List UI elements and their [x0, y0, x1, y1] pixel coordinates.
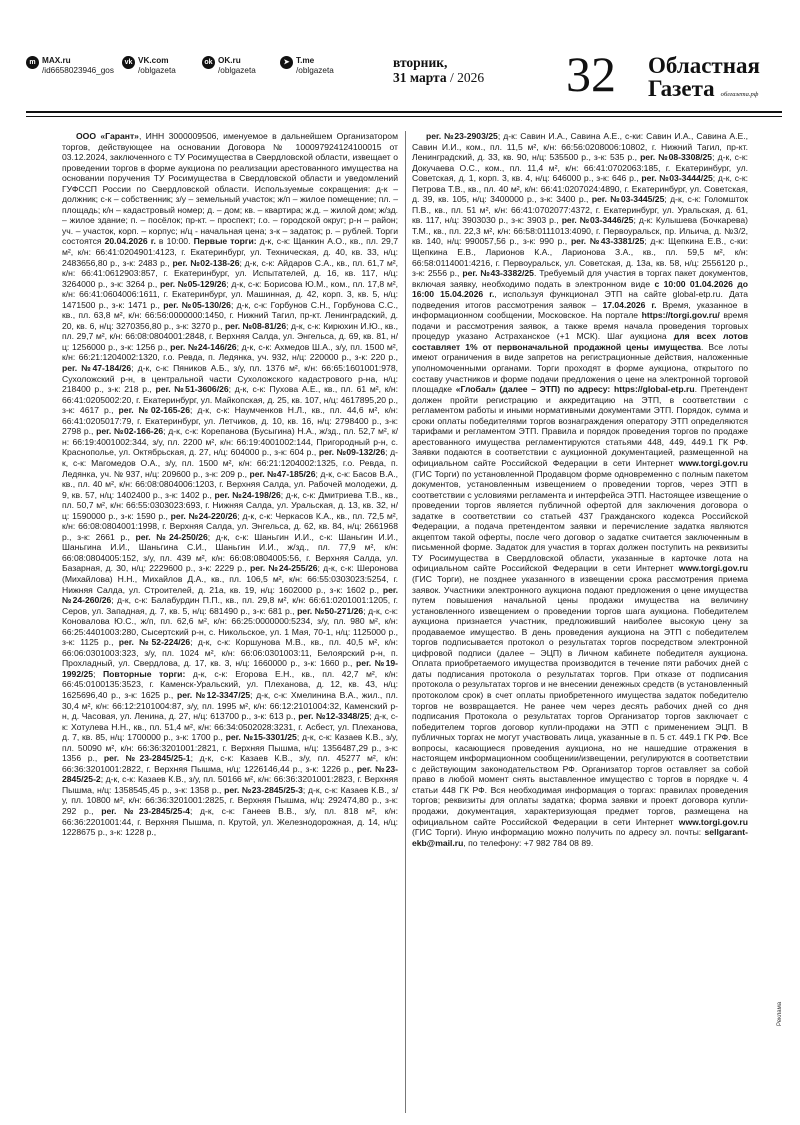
- text-fragment: ; д-к, с-к: Черкасов К.А., кв., пл. 72,5 м², к/н: 66:08:0804001:1998, г. Верхняя Салда, ул. Энгельса, д. 62, кв. 84, н/ц: 2661968 р., з-к: 2661 р.,: [62, 510, 398, 542]
- ok-icon: ok: [202, 56, 215, 69]
- social-name: VK.com: [138, 56, 169, 65]
- social-handle: /oblgazeta: [296, 65, 334, 75]
- bold-fragment: рег. №47-184/26: [62, 363, 132, 374]
- text-fragment: д-к, с-к: Щанкин А.О., кв., пл. 29,7 м², к/н: 66:41:0204901:4123, г. Екатеринбург, ул. Техническая, д. 40, кв. 33, н/ц: 2483656,80 р., з-к: 2483 р.,: [62, 236, 398, 268]
- bold-fragment: рег. №43-3381/25: [570, 236, 645, 247]
- text-fragment: ; д-к: Щепкина Е.В., с-ки: Щепкина Е.В., Ларионов К.А., Ларионова З.А., кв., пл. 59,5 м², к/н: 66:58:0114001:4216, г. Первоуральск, ул. Советская, д. 13а, кв. 58, н/ц: 2556120 р., з-к: 2556 р.,: [412, 236, 748, 279]
- text-fragment: . Требуемый для участия в торгах пакет документов, включая заявку, необходимо подать в электронном виде: [412, 268, 748, 289]
- text-fragment: , ИНН 3000009506, именуемое в дальнейшем Организатором торгов, действующее на основании Договора № 100097924124100015 от 03.12.2024, заключенного с ТУ Росимущества в Свердловской области, извещает о проведении торгов в форме аукциона по реализации арестованного имущества на основании поручения ТУ Росимущества в Свердловской области и уведомлений ГУФССП России по Свердловской области. Используемые сокращения: д-к – должник; с-к – собственник; з/у – земельный участок; ж/п – жилое помещение; пл. – площадь; к/н – кадастровый номер; д. – дом; кв. – квартира; ж.д. – жилой дом; ж/зд. – жилое здание; п. – посёлок; пр-кт. – проспект; г.о. – городской округ; р-н – район; уч. – участок, корп. – корпус; н/ц - начальная цена; з-к – задаток; р. – рублей. Торги состоятся: [62, 131, 398, 247]
- bold-fragment: ООО «Гарант»: [76, 131, 139, 141]
- masthead-line-1: Областная: [648, 53, 760, 78]
- text-fragment: ; д-к, с-к: Пухова А.Е., кв., пл. 61 м², к/н: 66:41:0205002:20, г. Екатеринбург, ул. Майкопская, д. 25, кв. 107, н/ц: 4617895,20 р., з-к: 4617 р.,: [62, 384, 398, 416]
- text-fragment: ; д-к, с-к: Шеронова (Михайлова) Н.Н., Михайлов Д.А., кв., пл. 106,5 м², к/н: 66:55:0303023:5254, г. Нижняя Салда, ул. Строителей, д. 21а, кв. 19, н/ц: 1602000 р., з-к: 1602 р.,: [62, 563, 398, 595]
- text-fragment: ; д-к, с-к: Коршунова М.В., кв., пл. 40,5 м², к/н: 66:06:0301003:323, з/у, пл. 1024 м², к/н: 66:06:0301003:11, Белоярский р-н, п. Прохладный, ул. Свердлова, д. 17, кв. 3, н/ц: 1660000 р., з-к: 1660 р.,: [62, 637, 398, 669]
- social-link-max[interactable]: [26, 56, 114, 75]
- auction-notice: [62, 131, 786, 1117]
- text-fragment: . Претендент должен пройти регистрацию и аккредитацию на ЭТП, в соответствии с регламентом работы и иными нормативными документами ЭТП. Порядок, сумма и сроки оплаты победителями торгов вознаграждения оператору ЭТП определяются тарифами и регламентом ЭТП. Правила и порядок проведения торгов по продаже арестованного имущества регламентируются статьями 448, 449, 449.1 ГК РФ. Заявки подаются в соответствии с аукционной документацией, размещенной на официальном сайте Российской Федерации в сети Интернет: [412, 384, 748, 468]
- notice-paragraph: [412, 131, 748, 848]
- bold-fragment: рег. №03-3444/25: [641, 173, 713, 184]
- social-handle: /id665802394​6_gos: [42, 65, 114, 75]
- max-icon: m: [26, 56, 39, 69]
- bold-fragment: рег. №24-250/26: [135, 531, 208, 542]
- social-link-vk[interactable]: [122, 56, 176, 75]
- text-fragment: ; д-к, с-к: Борисова Ю.М., ком., пл. 17,8 м², к/н: 66:41:0604006:1611, г. Екатеринбург, ул. Машинная, д. 42, корп. 3, кв. 5, н/ц: 1471500 р., з-к: 1471 р.,: [62, 278, 398, 310]
- bold-fragment: www.torgi.gov.ru: [678, 816, 748, 827]
- bold-fragment: рег. №15-3301/25: [225, 732, 297, 743]
- text-fragment: ; д-к, с-к: Шаньгин И.И., с-к: Шаньгин И.И., Шаньгина И.И., Шаньгина С.И., Шаньгин И.И., ж/зд., пл. 77,9 м², к/н: 66:08:0804005:152, з/у, пл. 439 м², к/н: 66:08:0804005:56, г. Верхняя Салда, ул. Базарная, д. 30, н/ц: 2229600 р., з-к: 2229 р.,: [62, 531, 398, 574]
- page-header: [26, 48, 782, 108]
- social-handle: /oblgazeta: [138, 65, 176, 75]
- page-number: 32: [566, 46, 616, 102]
- text-fragment: ; д-к, с-к: Казаев К.В., з/у, пл. 10800 м², к/н: 66:36:3201001:2825, г. Верхняя Пышма, н/ц: 292474,80 р., з-к: 292 р.,: [62, 784, 398, 816]
- bold-fragment: рег. №50-271/26: [297, 605, 364, 616]
- weekday: вторник,: [393, 55, 448, 70]
- text-column-right: [412, 131, 748, 1113]
- bold-fragment: www.torgi.gov.ru: [678, 563, 748, 574]
- bold-fragment: sellgarant-ekb@mail.ru: [412, 827, 748, 848]
- bold-fragment: рег. №23-2845/25-1: [103, 753, 191, 764]
- bold-fragment: 20.04.2026 г.: [104, 236, 156, 247]
- bold-fragment: рег. №02-166-26: [96, 426, 164, 437]
- text-fragment: (ГИС Торги). Иную информацию можно получить по адресу эл. почты:: [412, 827, 705, 838]
- advertisement-label: Реклама: [777, 1001, 783, 1026]
- header-rule: [26, 111, 782, 113]
- bold-fragment: рег. №23-2845/25-4: [101, 806, 190, 816]
- bold-fragment: с 10:00 01.04.2026 до 16:00 15.04.2026 г.: [412, 278, 748, 300]
- text-fragment: ; д-к, с-к: Магомедов О.А., з/у, пл. 1500 м², к/н: 66:21:1204002:1325, г.о. Ревда, п. Ледянка, уч. № 937, н/ц: 209600 р., з-к: 209 р.,: [62, 447, 398, 479]
- text-fragment: ; д-к, с-к: Горбунов С.Н., Горбунова С.С., кв., пл. 63,8 м², к/н: 66:56:0000000:1450, г. Нижний Тагил, пр-кт. Ленинградский, д. 20, кв. 6, н/ц: 3270356,80 р., з-к: 3270 р.,: [62, 299, 398, 331]
- text-fragment: ; д-к, с-к: Пяников А.Б., з/у, пл. 1376 м², к/н: 66:65:1601001:978, Сухоложский р-н, в центральной части Сухоложского кадастрового р-на, н/ц: 218400 р., з-к: 218 р.,: [62, 363, 398, 395]
- bold-fragment: рег. №02-138-26: [172, 257, 240, 268]
- bold-fragment: рег. №02-165-26: [118, 405, 190, 416]
- text-fragment: ; д-к, с-к: Хмелинина В.А., жил., пл. 30,4 м², к/н: 66:12:2101004:87, з/у, пл. 1995 м², к/н: 66:12:2101004:32, Каменский р-н, д. Часовая, ул. Ленина, д. 27, н/ц: 613700 р., з-к: 613 р.,: [62, 689, 398, 722]
- text-fragment: ; д-к, с-к: Балабурдин П.П., кв., пл. 29,8 м², к/н: 66:61:0201001:1205, г. Серов, ул. Западная, д. 7, кв. 5, н/ц: 681490 р., з-к: 681 р.,: [62, 595, 398, 616]
- social-link-ok[interactable]: [202, 56, 256, 75]
- header-rule-thin: [26, 116, 782, 117]
- bold-fragment: рег. №12-3348/25: [298, 711, 370, 722]
- bold-fragment: «Глобал» (далее – ЭТП) по адресу: https://global-etp.ru: [455, 384, 695, 395]
- text-fragment: ; д-к, с-к: Айдаров С.А., кв., пл. 61,7 м², к/н: 66:41:0612903:857, г. Екатеринбург, ул. Испытателей, д. 16, кв. 117, н/ц: 3264000 р., з-к: 3264 р.,: [62, 257, 398, 289]
- text-fragment: ; д-к, с-к: Ахмедов Ш.А., з/у, пл. 1500 м², к/н: 66:21:1204002:1320, г.о. Ревда, п. Ледянка, уч. 932, н/ц: 220000 р., з-к: 220 р.,: [62, 341, 398, 363]
- social-handle: /oblgazeta: [218, 65, 256, 75]
- text-fragment: ;: [93, 668, 103, 679]
- bold-fragment: рег. №05-129/26: [159, 278, 227, 289]
- issue-date: [393, 55, 513, 85]
- text-fragment: ; д-к, с-к: Голомшток П.В., кв., пл. 51 м², к/н: 66:41:0702077:4372, г. Екатеринбург, ул. Уральская, д. 61, кв. 117, н/ц: 3903030 р., з-к: 3903 р.,: [412, 194, 748, 226]
- social-name: T.me: [296, 56, 315, 65]
- text-fragment: , по телефону: +7 982 784 08 89.: [463, 837, 594, 848]
- bold-fragment: рег. №08-81/26: [224, 320, 287, 331]
- newspaper-masthead: [648, 54, 782, 101]
- bold-fragment: рег. №05-130/26: [163, 299, 231, 310]
- text-fragment: ; д-к, с-к: Басов В.А., кв., пл. 40 м², к/н: 66:08:0804006:1203, г. Верхняя Салда, ул. Рабочей молодежи, д. 9, кв. 57, н/ц: 1402400 р., з-к: 1402 р.,: [62, 468, 398, 500]
- text-fragment: (ГИС Торги) по установленной Продавцом форме одновременно с полным пакетом документов, установленным извещением о проведении торгов, через ЭТП в соответствии с условиями регламента и интерфейса ЭТП. Настоящее извещение о проведении торгов является публичной офертой для заключения договора о задатке в соответствии со статьей 437 Гражданского кодекса Российской Федерации, а подача претендентом заявки и перечисление задатка являются акцептом такой оферты, после чего договор о задатке считается заключенным в письменной форме. Задаток для участия в торгах должен поступить на реквизиты ТУ Росимущества в Свердловской области, указанные в карточке лота на официальном сайте Российской Федерации в сети Интернет: [412, 468, 748, 574]
- bold-fragment: Повторные торги:: [102, 668, 186, 679]
- text-fragment: ; д-к, с-к: Дмитриева Т.В., кв., пл. 50,7 м², к/н: 66:55:0303023:693, г. Нижняя Салда, ул. Уральская, д. 13, кв. 32, н/ц: 1590000 р., з-к: 1590 р.,: [62, 489, 398, 521]
- text-fragment: . Все лоты имеют ограничения в виде запретов на регистрационные действия, наложенные уполномоченными органами. Торги проходят в форме аукциона, открытого по составу участников и форме подачи предложения о цене на электронной торговой площадке: [412, 341, 748, 395]
- telegram-icon: ➤: [280, 56, 293, 69]
- bold-fragment: рег. №23-2903/25: [426, 131, 498, 141]
- text-fragment: д-к, с-к: Егорова Е.Н., кв., пл. 42,7 м², к/н: 66:45:0100135:3523, г. Каменск-Уральский, ул. Плеханова, д. 12, кв. 43, н/ц: 1625696,40 р., з-к: 1625 р.,: [62, 668, 398, 700]
- text-fragment: ; д-к, с-к: Петрова Т.В., кв., пл. 40 м², к/н: 66:41:0207024:4890, г. Екатеринбург, ул. Советская, д. 39, кв. 105, н/ц: 3400000 р., з-к: 3400 р.,: [412, 173, 748, 205]
- masthead-site: облгазета.рф: [720, 91, 759, 98]
- bold-fragment: рег. №43-3382/25: [462, 268, 534, 279]
- text-fragment: , используя функционал ЭТП на сайте global-etp.ru. Дата подведения итогов рассмотрения заявок –: [412, 289, 748, 310]
- bold-fragment: рег. №24-198/26: [214, 489, 281, 500]
- bold-fragment: рег. №09-132/26: [318, 447, 386, 458]
- bold-fragment: рег. №19-1992/25: [62, 658, 398, 679]
- text-fragment: ; д-к, с-к: Наумченков Н.Л., кв., пл. 44,6 м², к/н: 66:41:0205017:79, г. Екатеринбург, ул. Летчиков, д. 10, кв. 16, н/ц: 2798400 р., з-к: 2798 р.,: [62, 405, 398, 437]
- text-fragment: ; д-к, с-к: Казаев К.В., з/у, пл. 50090 м², к/н: 66:36:3201001:2821, г. Верхняя Пышма, н/ц: 1356487,29 р., з-к: 1356 р.,: [62, 732, 398, 764]
- notice-paragraph: [62, 131, 398, 838]
- social-name: OK.ru: [218, 56, 241, 65]
- text-fragment: в 10:00.: [155, 236, 194, 247]
- text-column-left: [62, 131, 398, 1113]
- column-divider: [405, 131, 406, 1113]
- date-day: 31 марта: [393, 70, 447, 85]
- text-fragment: ; д-к, с-к: Хотулева Н.Н., кв., пл. 51,4 м², к/н: 66:34:0502028:3231, г. Асбест, ул. Плеханова, д. 7, кв. 85, н/ц: 1700000 р., з-к: 1700 р.,: [62, 711, 398, 743]
- bold-fragment: 17.04.2026 г.: [602, 299, 657, 310]
- bold-fragment: Первые торги:: [193, 236, 257, 247]
- bold-fragment: www.torgi.gov.ru: [678, 457, 748, 468]
- text-fragment: (ГИС Торги), не позднее указанного в извещении срока рассмотрения приема заявок. Участники электронного аукциона подают предложения о цене имущества путем повышения начальной цены продажи имущества на величину установленного извещением о проведении торгов шага аукциона. Победителем аукциона признается участник, предложивший наиболее высокую цену за продаваемое имущество. В день проведения аукциона на ЭТП с победителем торгов подписывается протокол о результатах торгов посредством электронной цифровой подписи (далее – ЭЦП) в Личном кабинете победителя аукциона. Оплата приобретаемого имущества производится в течение пяти рабочих дней с даты подписания протокола о результатах торгов. При отказе от подписания протокола о результатах торгов и не внесении денежных средств (в установленный протоколом срок) в счет оплаты приобретенного имущества задаток победителю торгов не возвращается. Не ранее чем через десять рабочих дней со дня подписания Протокола о результатах торгов Организатор торгов заключает с победителем торгов договор купли-продажи на ЭТП с применением ЭЦП. В публичных торгах не могут участвовать лица, указанные в п. 5 ст. 449.1 ГК РФ. Все вопросы, касающиеся проведения аукциона, но не нашедшие отражения в настоящем информационном сообщении/извещении, регулируются в соответствии с действующим законодательством РФ. Организатор торгов оставляет за собой право в любой момент снять выставленное имущество с торгов в порядке ч. 4 статьи 448 ГК РФ. Вся необходимая информация о торгах: правилах проведения торгов; реквизиты для оплаты задатка; форма заявки и проект договора купли-продажи, документация, характеризующая предмет торгов, размещена на официальном сайте Российской Федерации в сети Интернет: [412, 573, 748, 827]
- bold-fragment: рег. №24-260/26: [62, 584, 398, 606]
- bold-fragment: рег. №12-3347/25: [176, 689, 251, 700]
- bold-fragment: рег. №24-220/26: [170, 510, 238, 521]
- social-name: MAX.ru: [42, 56, 71, 65]
- bold-fragment: рег. №52-224/26: [118, 637, 191, 648]
- text-fragment: ; д-к, с-к: Кирюхин И.Ю., кв., пл. 29,7 м², к/н: 66:08:0804001:2848, г. Верхняя Салда, ул. Энгельса, д. 69, кв. 81, н/ц: 1256000 р., з-к: 1256 р.,: [62, 320, 398, 352]
- bold-fragment: рег. №24-255/26: [250, 563, 318, 574]
- bold-fragment: для всех лотов составляет 1% от первоначальной продажной цены имущества: [412, 331, 748, 352]
- text-fragment: ; д-к, с-к: Ганеев В.В., з/у, пл. 818 м², к/н: 66:36:2201001:44, г. Верхняя Пышма, п. Крутой, ул. Железнодорожная, д. 14, н/ц: 1228675 р., з-к: 1228 р.,: [62, 806, 398, 838]
- bold-fragment: рег. №24-146/26: [170, 341, 237, 352]
- text-fragment: Время, указанное в информационном сообщении, Московское. На портале: [412, 299, 748, 321]
- bold-fragment: рег. №47-185/26: [249, 468, 316, 479]
- text-fragment: ; д-к, с-к: Докучаева О.С., ком., пл. 11,4 м², к/н: 66:41:0702063:185, г. Екатеринбург, ул. Советская, д. 1, корп. 3, кв. 4, н/ц: 646000 р., з-к: 646 р.,: [412, 152, 748, 184]
- text-fragment: ; д-к, с-к: Корепанова (Бусыгина) Н.А., ж/зд., пл. 52,7 м², к/н: 66:19:4001002:344, з/у, пл. 2200 м², к/н: 66:19:4001002:144, Пригородный р-н, с. Краснополье, ул. Октябрьская, д. 27, н/ц: 604000 р., з-к: 604 р.,: [62, 426, 398, 458]
- bold-fragment: https://torgi.gov.ru/: [641, 310, 720, 321]
- text-fragment: ; д-к, с-к: Казаев К.В., з/у, пл. 50166 м², к/н: 66:36:3201001:2823, г. Верхняя Пышма, н/ц: 1358545,45 р., з-к: 1358 р.,: [62, 774, 398, 795]
- text-fragment: ; д-к: Кулышева (Бочкарева) Т.М., кв., пл. 22,3 м², к/н: 66:58:0111013:4090, г. Первоуральск, пр. Ильича, д. №3/2, кв. 140, н/ц: 990057,56 р., з-к: 990 р.,: [412, 215, 748, 247]
- bold-fragment: рег. №03-3445/25: [591, 194, 665, 205]
- social-link-telegram[interactable]: [280, 56, 334, 75]
- vk-icon: vk: [122, 56, 135, 69]
- masthead-line-2: Газета: [648, 76, 715, 101]
- bold-fragment: рег. №23-2845/25-3: [224, 784, 303, 795]
- bold-fragment: рег. №23-2845/25-2: [62, 763, 398, 785]
- date-year: / 2026: [449, 70, 485, 85]
- text-fragment: ; д-к: Савин И.А., Савина А.Е., с-ки: Савин И.А., Савина А.Е., Савин И.И., ком., пл. 11,5 м², к/н: 66:56:0208006:10802, г. Нижний Тагил, пр-кт. Ленинградский, д. 33, кв. 90, н/ц: 535500 р., з-к: 535 р.,: [412, 131, 748, 163]
- text-fragment: время подачи и рассмотрения заявок, а также время начала проведения торговых процедур указано Астраханское (+1 МСК). Шаг аукциона: [412, 310, 748, 342]
- bold-fragment: рег. №08-3308/25: [640, 152, 713, 163]
- bold-fragment: рег. №03-3446/25: [561, 215, 634, 226]
- bold-fragment: рег. №51-3606/26: [155, 384, 229, 395]
- text-fragment: ; д-к, с-к: Казаев К.В., з/у, пл. 45277 м², к/н: 66:36:3201001:2822, г. Верхняя Пышма, н/ц: 1226146,44 р., з-к: 1226 р.,: [62, 753, 398, 774]
- text-fragment: ; д-к, с-к: Коновалова Ю.С., ж/п, пл. 62,6 м², к/н: 66:25:0000000:5234, з/у, пл. 980 м², к/н: 66:25:4401003:280, Сысертский р-н, с. Никольское, ул. 1 Мая, 70-1, н/ц: 1125000 р., з-к: 1125 р.,: [62, 605, 398, 648]
